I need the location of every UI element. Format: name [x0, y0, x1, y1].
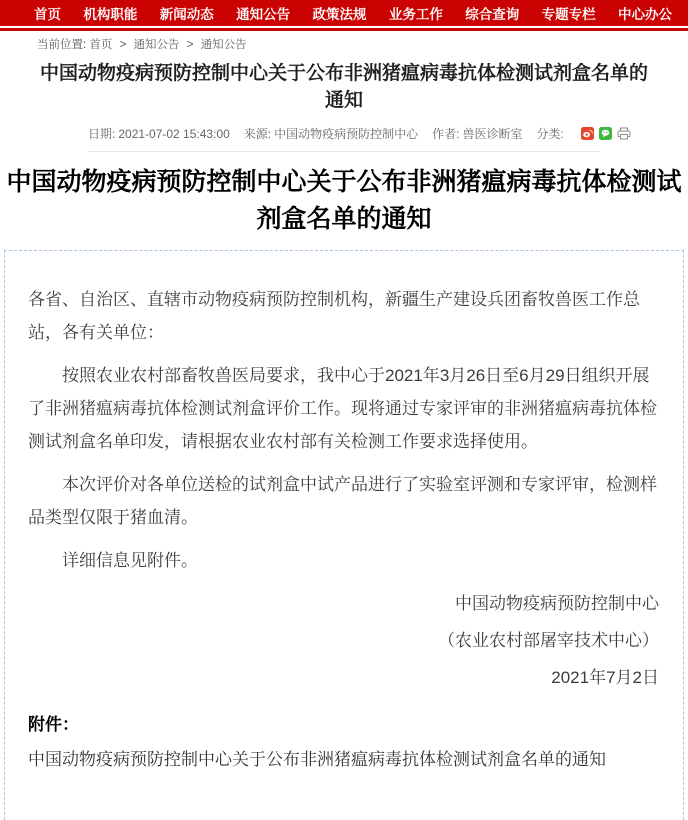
wechat-share-icon[interactable]: [599, 127, 612, 140]
paragraph-body-1: 按照农业农村部畜牧兽医局要求，我中心于2021年3月26日至6月29日组织开展了非洲猪瘟病毒抗体检测试剂盒评价工作。现将通过专家评审的非洲猪瘟病毒抗体检测试剂盒名单印发，请根据农业农村部有关检测工作要求选择使用。: [28, 366, 657, 451]
nav-item-business[interactable]: 业务工作: [388, 7, 443, 22]
meta-category-label: 分类:: [536, 127, 564, 141]
meta-author-value: 兽医诊断室: [462, 127, 523, 141]
meta-source: [244, 125, 418, 142]
paragraph-body-2: 本次评价对各单位送检的试剂盒中试产品进行了实验室评测和专家评审，检测样品类型仅限于猪血清。: [28, 475, 657, 527]
attachment-link[interactable]: 中国动物疫病预防控制中心关于公布非洲猪瘟病毒抗体检测试剂盒名单的通知: [28, 750, 606, 769]
top-nav: [0, 0, 688, 26]
nav-item-office[interactable]: 中心办公: [618, 7, 672, 22]
attachment-label: 附件：: [28, 715, 79, 734]
meta-source-value: 中国动物疫病预防控制中心: [274, 127, 419, 141]
signature-date: 2021年7月2日: [551, 668, 659, 687]
breadcrumb-prefix: 当前位置:: [37, 39, 87, 51]
share-icon-group: [581, 127, 631, 140]
nav-item-notices[interactable]: 通知公告: [236, 7, 291, 22]
article-body: [4, 250, 684, 820]
meta-author-label: 作者:: [432, 127, 460, 141]
meta-category: [537, 125, 567, 142]
breadcrumb-current: 通知公告: [200, 39, 247, 51]
breadcrumb-separator: >: [186, 39, 194, 51]
nav-item-search[interactable]: 综合查询: [465, 7, 520, 22]
paragraph-salutation: 各省、自治区、直辖市动物疫病预防控制机构，新疆生产建设兵团畜牧兽医工作总站，各有关单位：: [28, 290, 640, 342]
signature-org-alt: （农业农村部屠宰技术中心）: [438, 631, 659, 650]
meta-date-value: 2021-07-02 15:43:00: [118, 127, 230, 141]
breadcrumb-separator: >: [119, 39, 127, 51]
nav-item-org-functions[interactable]: 机构职能: [83, 7, 138, 22]
article-title: 中国动物疫病预防控制中心关于公布非洲猪瘟病毒抗体检测试剂盒名单的通知: [6, 168, 682, 233]
weibo-share-icon[interactable]: [581, 127, 594, 140]
breadcrumb-home[interactable]: 首页: [89, 39, 113, 51]
paragraph-body-3: 详细信息见附件。: [62, 551, 198, 570]
breadcrumb: [0, 31, 688, 55]
meta-date: [88, 125, 230, 142]
meta-author: [432, 125, 522, 142]
print-icon[interactable]: [617, 127, 631, 140]
meta-source-label: 来源:: [243, 127, 272, 141]
signature-org: 中国动物疫病预防控制中心: [455, 594, 659, 613]
page-title: 中国动物疫病预防控制中心关于公布非洲猪瘟病毒抗体检测试剂盒名单的通知: [39, 63, 648, 111]
nav-item-news[interactable]: 新闻动态: [159, 7, 214, 22]
nav-item-topics[interactable]: 专题专栏: [541, 7, 596, 22]
meta-date-label: 日期:: [88, 127, 116, 141]
breadcrumb-section[interactable]: 通知公告: [133, 39, 180, 51]
nav-item-home[interactable]: 首页: [34, 7, 61, 22]
article-meta: [88, 125, 600, 152]
nav-item-policies[interactable]: 政策法规: [312, 7, 367, 22]
